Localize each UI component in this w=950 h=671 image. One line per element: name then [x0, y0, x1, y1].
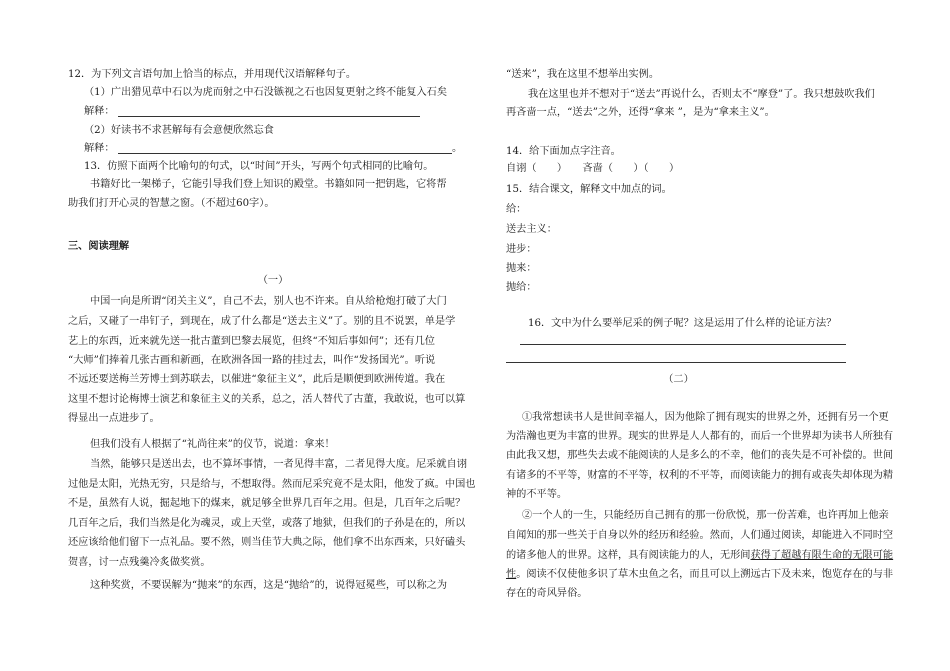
underlined-phrase: 获得了超越有限生命的无限可能: [750, 550, 894, 561]
paragraph-line: 得显出一点进步了。: [68, 413, 160, 424]
answer-line: [118, 153, 452, 154]
paragraph-line: 为浩瀚也更为丰富的世界。现实的世界是人人都有的，而后一个世界却为读书人所独有: [506, 431, 894, 442]
question-15-item: 抛来：: [506, 263, 537, 274]
period-mark: 。: [452, 143, 463, 154]
paragraph-line: 过他是太阳，光热无穷，只是给与，不想取得。然而尼采究竟不是太阳，他发了疯。中国也: [68, 479, 476, 490]
question-13-line-1: 书籍好比一架梯子，它能引导我们登上知识的殿堂。书籍如同一把钥匙，它将帮: [90, 179, 447, 190]
paragraph-line: 当然，能够只是送出去，也不算坏事情，一者见得丰富，二者见得大度。尼采就自诩: [90, 459, 467, 470]
paragraph-line: 再吝啬一点，“送去”之外，还得“拿来 ”，是为“拿来主义”。: [506, 107, 775, 118]
question-12-item-2: （2）好读书不求甚解每有会意便欣然忘食: [84, 125, 274, 136]
paragraph-line: 之后，又碰了一串钉子，到现在，成了什么都是“送去主义”了。别的且不说罢，单是学: [68, 316, 456, 327]
question-15-item: 抛给：: [506, 282, 537, 293]
section-3-heading: 三、阅读理解: [68, 240, 130, 252]
paragraph-line: 艺上的东西，近来就先送一批古董到巴黎去展览，但终“不知后事如何”；还有几位: [68, 336, 435, 347]
paragraph-line: 中国一向是所谓“闭关主义”，自己不去，别人也不许来。自从给枪炮打破了大门: [90, 296, 447, 307]
question-14-blanks: 自诩（ ） 吝啬（ ）（ ）: [506, 163, 680, 174]
answer-line: [520, 344, 846, 345]
paragraph-line: 有诸多的不平等，财富的不平等，权利的不平等，而阅读能力的拥有或丧失却体现为精: [506, 470, 894, 481]
reading-part-2-heading: （二）: [663, 374, 694, 385]
question-15-item: 进步：: [506, 244, 537, 255]
paragraph-line: 我在这里也并不想对于“送去”再说什么，否则太不“摩登”了。我只想鼓吹我们: [528, 89, 875, 100]
paragraph-line: 贺喜，讨一点残羹冷炙做奖赏。: [68, 557, 211, 568]
paragraph-line: ②一个人的一生，只能经历自己拥有的那一份欣悦，那一份苦难，也许再加上他亲: [522, 510, 889, 521]
question-12-item-1-answer-label: 解释：: [84, 106, 115, 117]
paragraph-text: 。阅读不仅使他多识了草木虫鱼之名，而且可以上溯远古下及未来，饱览存在的与非: [516, 569, 894, 580]
paragraph-line: 几百年之后，我们当然是化为魂灵，或上天堂，或落了地狱，但我们的子孙是在的，所以: [68, 518, 466, 529]
paragraph-text: 的诸多他人的世界。这样，具有阅读能力的人，无形间: [506, 550, 751, 561]
paragraph-line: “大师”们捧着几张古画和新画，在欧洲各国一路的挂过去，叫作“发扬国光”。听说: [68, 355, 436, 366]
paragraph-line: [506, 566, 893, 584]
question-16: 16．文中为什么要举尼采的例子呢？这是运用了什么样的论证方法？: [528, 318, 837, 329]
question-15-item: 送去主义：: [506, 224, 557, 235]
question-14: 14．给下面加点字注音。: [506, 146, 621, 157]
paragraph-line: 自闻知的那一些关于自身以外的经历和经验。然而，人们通过阅读，却能进入不同时空: [506, 530, 894, 541]
paragraph-line: 但我们没有人根据了“礼尚往来”的仪节，说道：拿来！: [90, 439, 335, 450]
question-12-item-2-answer-label: 解释：: [84, 143, 115, 154]
paragraph-line: 神的不平等。: [506, 489, 568, 500]
paragraph-line: 不远还要送梅兰芳博士到苏联去，以催进“象征主义”，此后是顺便到欧洲传道。我在: [68, 374, 446, 385]
paragraph-line: 存在的奇风异俗。: [506, 588, 588, 599]
paragraph-line: 这种奖赏，不要误解为“抛来”的东西，这是“抛给”的，说得冠冕些，可以称之为: [90, 580, 448, 591]
paragraph-line: 这里不想讨论梅博士演艺和象征主义的关系，总之，活人替代了古董，我敢说，也可以算: [68, 394, 466, 405]
reading-part-1-heading: （一）: [257, 275, 289, 286]
question-15: 15．结合课文，解释文中加点的词。: [506, 184, 672, 195]
answer-line: [118, 116, 420, 117]
answer-line: [506, 362, 846, 363]
underlined-phrase: 性: [506, 569, 517, 580]
paragraph-line: 不是，虽然有人说，掘起地下的煤来，就足够全世界几百年之用。但是，几百年之后呢？: [68, 498, 466, 509]
question-13-line-2: 助我们打开心灵的智慧之窗。（不超过60字）。: [68, 198, 275, 209]
paragraph-line: “送来”，我在这里不想举出实例。: [506, 69, 660, 80]
paragraph-line: ①我常想读书人是世间幸福人，因为他除了拥有现实的世界之外，还拥有另一个更: [522, 412, 889, 423]
paragraph-line: [506, 547, 893, 565]
question-13: 13．仿照下面两个比喻句的句式，以“时间”开头，写两个句式相同的比喻句。: [84, 161, 434, 172]
paragraph-line: 还应该给他们留下一点礼品。要不然，则当佳节大典之际，他们拿不出东西来，只好磕头: [68, 537, 466, 548]
question-15-item: 给：: [506, 204, 527, 215]
paragraph-line: 由此我又想，那些失去或不能阅读的人是多么的不幸，他们的丧失是不可补偿的。世间: [506, 450, 894, 461]
question-12-item-1: （1）广出猎见草中石以为虎而射之中石没镞视之石也因复更射之终不能复入石矣: [84, 87, 448, 98]
question-12: 12．为下列文言语句加上恰当的标点，并用现代汉语解释句子。: [68, 69, 357, 80]
